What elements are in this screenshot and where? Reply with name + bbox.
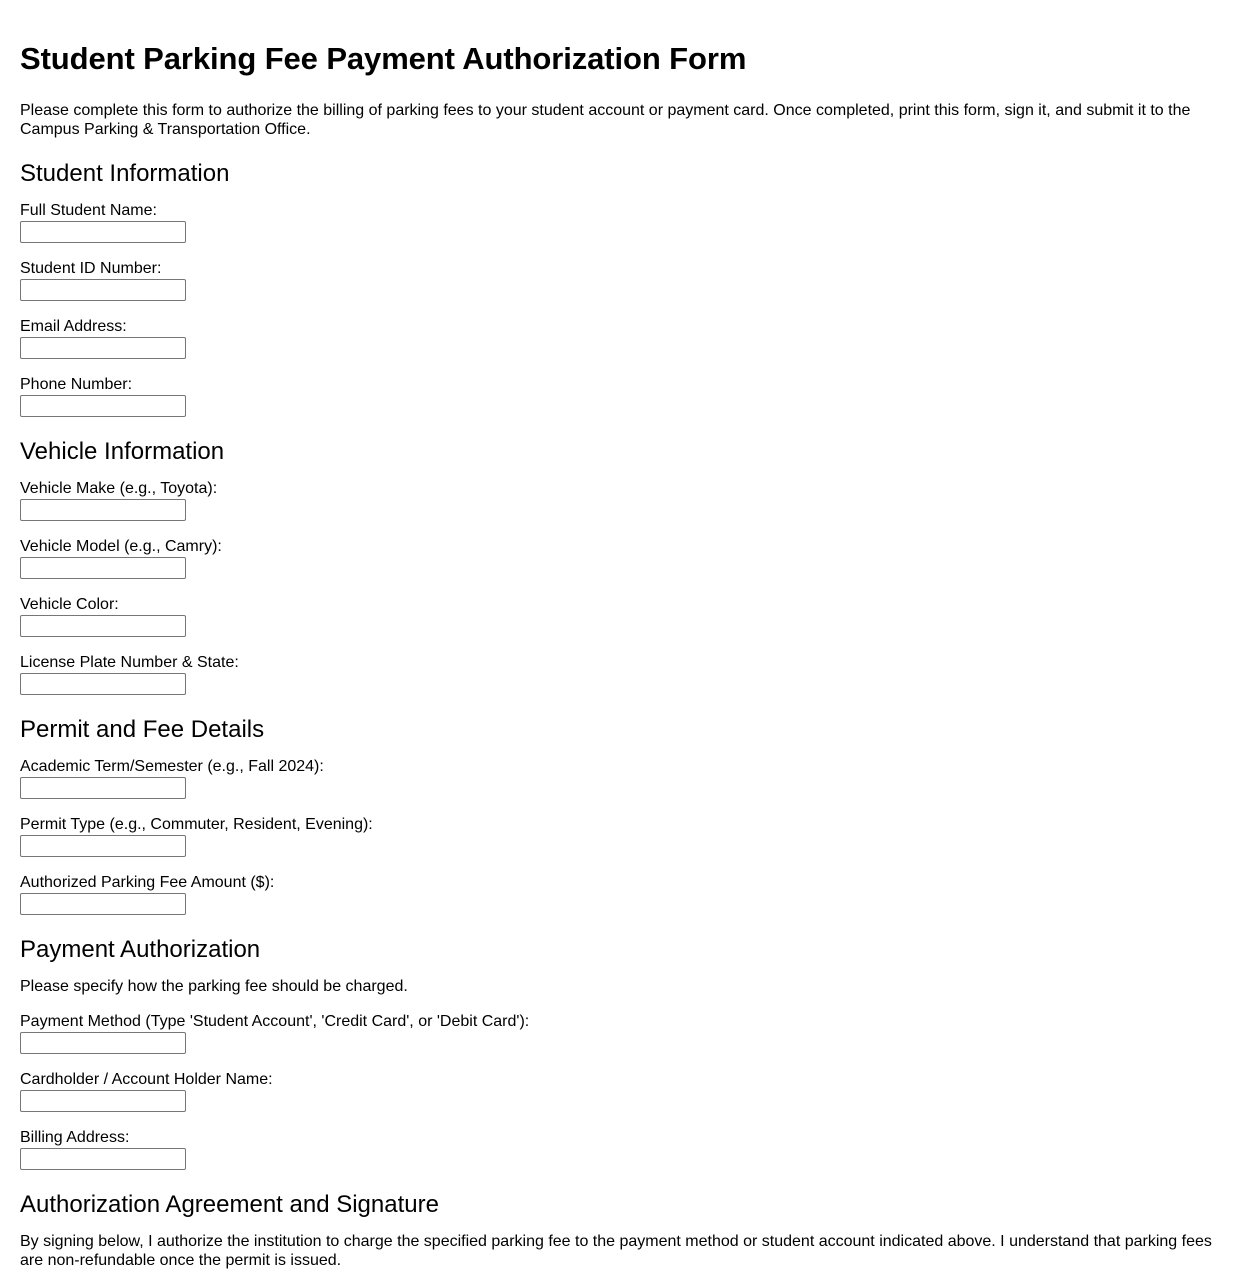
field-vehicle-model — [20, 537, 1227, 579]
vehicle-model-label: Vehicle Model (e.g., Camry): — [20, 538, 222, 555]
account-holder-input[interactable] — [20, 1090, 186, 1112]
email-input[interactable] — [20, 337, 186, 359]
section-heading-student: Student Information — [20, 160, 230, 187]
student-id-input[interactable] — [20, 279, 186, 301]
student-name-label: Full Student Name: — [20, 202, 157, 219]
field-vehicle-color — [20, 595, 1227, 637]
field-account-holder — [20, 1070, 1227, 1112]
field-billing-address — [20, 1128, 1227, 1170]
email-label: Email Address: — [20, 318, 127, 335]
section-heading-vehicle: Vehicle Information — [20, 438, 225, 465]
payment-method-input[interactable] — [20, 1032, 186, 1054]
vehicle-make-input[interactable] — [20, 499, 186, 521]
fee-amount-label: Authorized Parking Fee Amount ($): — [20, 874, 275, 891]
permit-type-input[interactable] — [20, 835, 186, 857]
term-input[interactable] — [20, 777, 186, 799]
field-term — [20, 757, 1227, 799]
payment-method-label: Payment Method (Type 'Student Account', 'Credit Card', or 'Debit Card'): — [20, 1013, 530, 1030]
term-label: Academic Term/Semester (e.g., Fall 2024): — [20, 758, 324, 775]
license-plate-input[interactable] — [20, 673, 186, 695]
phone-input[interactable] — [20, 395, 186, 417]
fee-amount-input[interactable] — [20, 893, 186, 915]
section-heading-payment: Payment Authorization — [20, 936, 261, 963]
student-id-label: Student ID Number: — [20, 260, 162, 277]
phone-label: Phone Number: — [20, 376, 133, 393]
vehicle-model-input[interactable] — [20, 557, 186, 579]
field-vehicle-make — [20, 479, 1227, 521]
vehicle-color-label: Vehicle Color: — [20, 596, 119, 613]
field-student-name — [20, 201, 1227, 243]
permit-type-label: Permit Type (e.g., Commuter, Resident, Evening): — [20, 816, 373, 833]
field-permit-type — [20, 815, 1227, 857]
intro-text: Please complete this form to authorize the billing of parking fees to your student account or payment card. Once completed, print this form, sign it, and submit it to the Campus Parking & Transportation Office. — [20, 102, 1191, 138]
field-student-id — [20, 259, 1227, 301]
field-license-plate — [20, 653, 1227, 695]
agreement-text: By signing below, I authorize the institution to charge the specified parking fee to the payment method or student account indicated above. I understand that parking fees are non-refundable once the permit is issued. — [20, 1233, 1212, 1269]
section-heading-permit: Permit and Fee Details — [20, 716, 265, 743]
field-phone — [20, 375, 1227, 417]
payment-note: Please specify how the parking fee should be charged. — [20, 978, 408, 995]
billing-address-input[interactable] — [20, 1148, 186, 1170]
field-fee-amount — [20, 873, 1227, 915]
account-holder-label: Cardholder / Account Holder Name: — [20, 1071, 273, 1088]
field-email — [20, 317, 1227, 359]
field-payment-method — [20, 1012, 1227, 1054]
billing-address-label: Billing Address: — [20, 1129, 130, 1146]
page-title: Student Parking Fee Payment Authorization Form — [20, 41, 747, 76]
license-plate-label: License Plate Number & State: — [20, 654, 239, 671]
student-name-input[interactable] — [20, 221, 186, 243]
section-heading-agreement: Authorization Agreement and Signature — [20, 1191, 439, 1218]
vehicle-color-input[interactable] — [20, 615, 186, 637]
vehicle-make-label: Vehicle Make (e.g., Toyota): — [20, 480, 218, 497]
form-page — [20, 0, 1227, 1270]
